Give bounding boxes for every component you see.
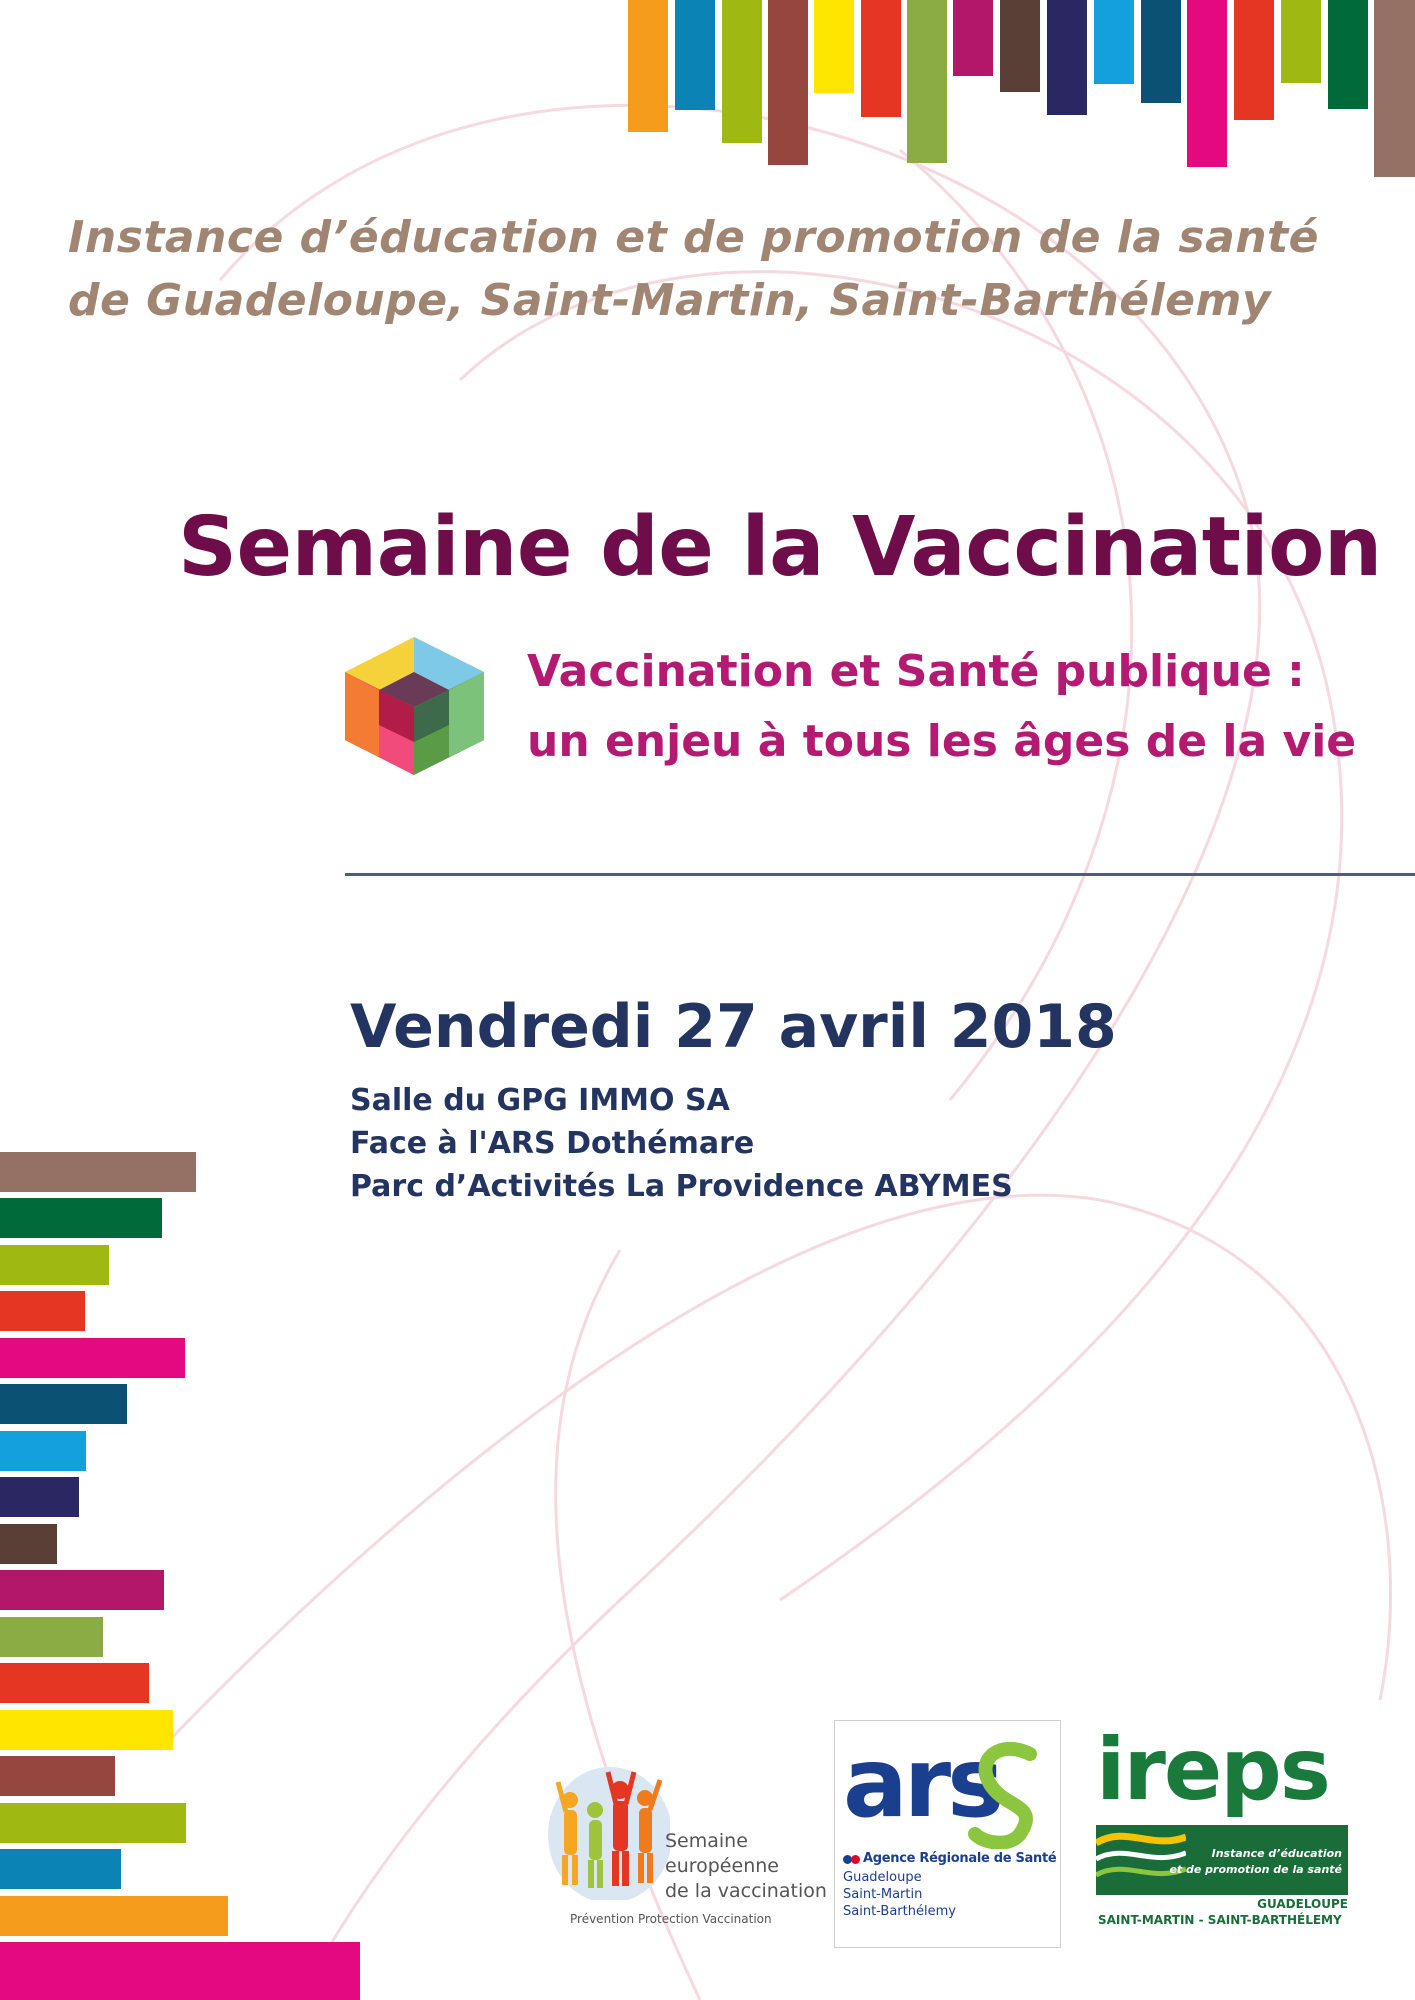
decorative-bar (768, 0, 808, 165)
sev-line2: européenne (665, 1855, 779, 1877)
address-line1: Salle du GPG IMMO SA (350, 1083, 730, 1118)
ars-wordmark: ars (843, 1727, 1001, 1839)
decorative-bar (0, 1942, 360, 2000)
decorative-bar (907, 0, 947, 163)
decorative-bar (0, 1338, 185, 1378)
decorative-bar (1281, 0, 1321, 83)
event-date: Vendredi 27 avril 2018 (350, 992, 1117, 1062)
decorative-bar (1000, 0, 1040, 92)
ars-region2: Saint-Martin (843, 1887, 923, 1902)
event-subtitle-line2: un enjeu à tous les âges de la vie (527, 716, 1357, 767)
decorative-bar (1234, 0, 1274, 120)
ireps-banner (1096, 1825, 1348, 1895)
event-subtitle-line1: Vaccination et Santé publique : (527, 646, 1305, 697)
decorative-bar (0, 1245, 109, 1285)
ireps-wordmark: ireps (1096, 1720, 1329, 1820)
ireps-wave-icon (1096, 1825, 1186, 1895)
decorative-bar (814, 0, 854, 93)
decorative-bar (0, 1896, 228, 1936)
ireps-logo (1094, 1720, 1354, 1945)
organization-name-line2: de Guadeloupe, Saint-Martin, Saint-Barthélemy (68, 275, 1272, 326)
decorative-bar (0, 1710, 173, 1750)
sev-line3: de la vaccination (665, 1880, 827, 1902)
decorative-bar (0, 1291, 85, 1331)
decorative-bar (722, 0, 762, 143)
decorative-bar (1094, 0, 1134, 84)
vaccination-week-cube-icon (343, 635, 485, 777)
ireps-desc1: Instance d’éducation (1211, 1847, 1342, 1860)
decorative-bar (0, 1477, 79, 1517)
decorative-bar (861, 0, 901, 117)
address-line2: Face à l'ARS Dothémare (350, 1126, 755, 1161)
decorative-bar (0, 1756, 115, 1796)
sev-line1: Semaine (665, 1830, 748, 1852)
sev-logo (540, 1760, 827, 1930)
ars-region3: Saint-Barthélemy (843, 1904, 956, 1919)
organization-name-line1: Instance d’éducation et de promotion de la santé (68, 212, 1319, 263)
decorative-bar (0, 1570, 164, 1610)
people-jumping-icon (540, 1760, 670, 1900)
decorative-bar (0, 1524, 57, 1564)
ars-s-swirl-icon (965, 1739, 1045, 1849)
decorative-bar (0, 1849, 121, 1889)
decorative-bar (1187, 0, 1227, 167)
ireps-region2: SAINT-MARTIN - SAINT-BARTHÉLEMY (1098, 1913, 1342, 1927)
ars-agency-name: Agence Régionale de Santé (863, 1851, 1057, 1866)
ars-logo (834, 1720, 1061, 1948)
decorative-bar (675, 0, 715, 110)
decorative-bar (628, 0, 668, 132)
decorative-bar (0, 1198, 162, 1238)
decorative-bar (1328, 0, 1368, 109)
decorative-bar (0, 1663, 149, 1703)
ars-region1: Guadeloupe (843, 1870, 922, 1885)
french-flag-dots-icon (843, 1855, 863, 1865)
decorative-bar (0, 1617, 103, 1657)
decorative-bar (0, 1431, 86, 1471)
section-divider (345, 873, 1415, 876)
decorative-bar (0, 1152, 196, 1192)
decorative-bar (0, 1803, 186, 1843)
sev-tagline: Prévention Protection Vaccination (570, 1912, 772, 1926)
decorative-bar (1047, 0, 1087, 115)
ireps-desc2: et de promotion de la santé (1169, 1863, 1342, 1876)
ireps-region1: GUADELOUPE (1257, 1897, 1348, 1911)
decorative-bar (0, 1384, 127, 1424)
decorative-bar (1374, 0, 1415, 177)
address-line3: Parc d’Activités La Providence ABYMES (350, 1169, 1013, 1204)
event-title: Semaine de la Vaccination (178, 500, 1382, 595)
decorative-bar (953, 0, 993, 76)
decorative-bar (1141, 0, 1181, 103)
